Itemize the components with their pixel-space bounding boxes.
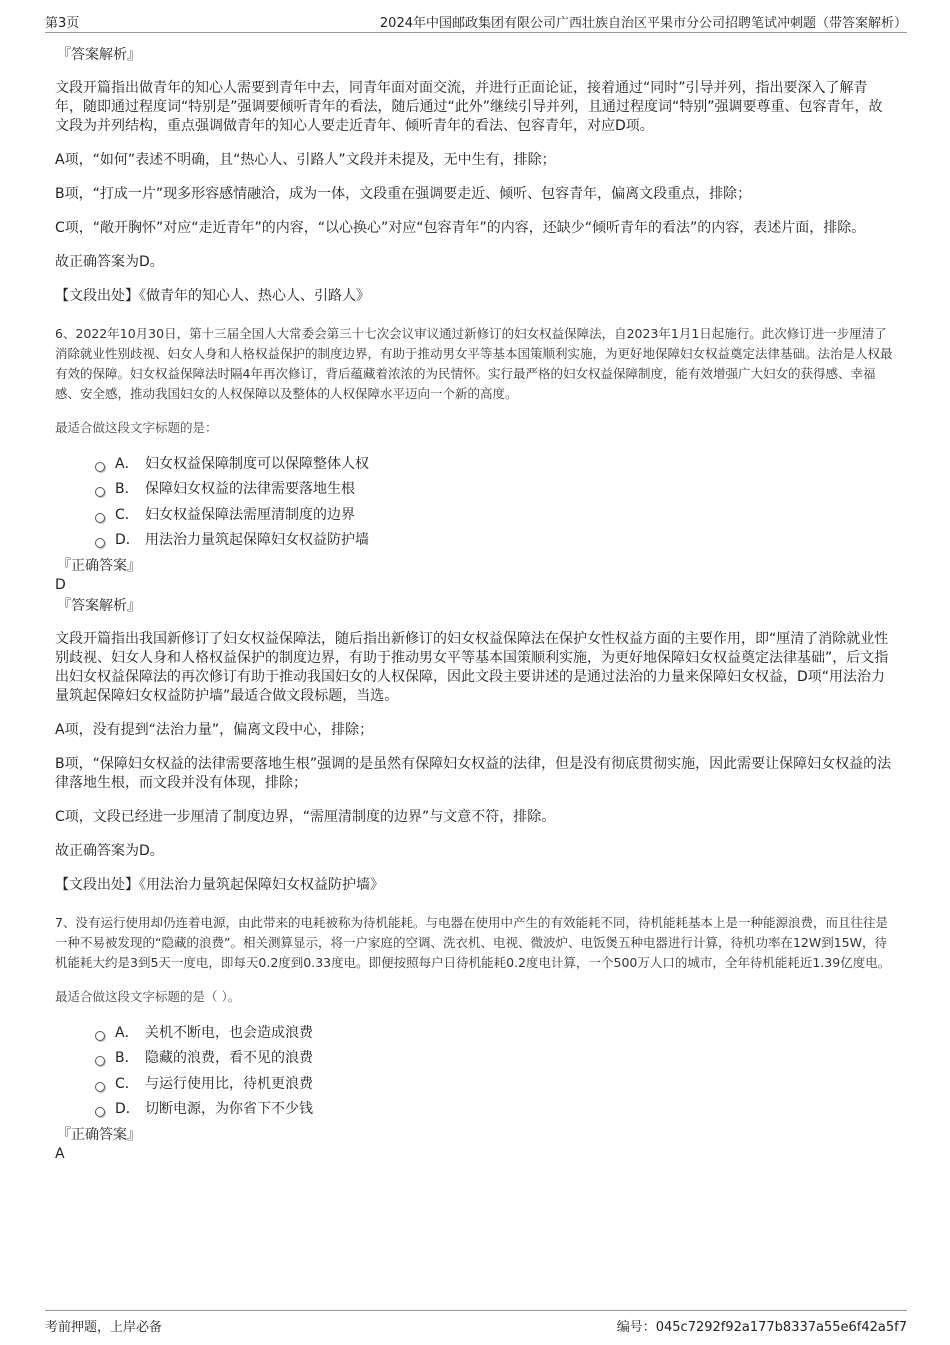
option-text: 关机不断电，也会造成浪费 (145, 1024, 313, 1041)
option-letter: B． (115, 1050, 139, 1067)
footer-slogan: 考前押题，上岸必备 (45, 1320, 163, 1335)
option-c[interactable] (95, 502, 895, 528)
option-b-analysis: B项，“保障妇女权益的法律需要落地生根”强调的是虽然有保障妇女权益的法律，但是没有彻底贯彻实施，因此需要让保障妇女权益的法律落地生根，而文段并没有体现，排除； (55, 756, 892, 791)
option-text: 切断电源，为你省下不少钱 (145, 1101, 313, 1118)
radio-icon[interactable] (95, 462, 105, 472)
option-a[interactable] (95, 1020, 895, 1046)
option-letter: A． (115, 1024, 139, 1041)
conclusion: 故正确答案为D。 (55, 843, 164, 859)
radio-icon[interactable] (95, 487, 105, 497)
option-c[interactable] (95, 1071, 895, 1097)
option-text: 妇女权益保障制度可以保障整体人权 (145, 455, 369, 472)
option-b[interactable] (95, 477, 895, 503)
question-6-prompt: 最适合做这段文字标题的是： (55, 420, 218, 435)
source-citation: 【文段出处】《做青年的知心人、热心人、引路人》 (55, 288, 370, 304)
option-text: 用法治力量筑起保障妇女权益防护墙 (145, 532, 369, 549)
question-7-options (55, 1020, 895, 1122)
correct-answer: D (55, 577, 66, 593)
radio-icon[interactable] (95, 513, 105, 523)
option-c-analysis: C项，文段已经进一步厘清了制度边界，“需厘清制度的边界”与文意不符，排除。 (55, 809, 556, 825)
document-body (55, 46, 895, 1166)
option-a-analysis: A项，没有提到“法治力量”，偏离文段中心，排除； (55, 722, 374, 738)
option-a-analysis: A项，“如何”表述不明确，且“热心人、引路人”文段并未提及，无中生有，排除； (55, 152, 556, 168)
radio-icon[interactable] (95, 1082, 105, 1092)
source-citation: 【文段出处】《用法治力量筑起保障妇女权益防护墙》 (55, 877, 384, 893)
question-6-options (55, 451, 895, 553)
analysis-text: 文段开篇指出做青年的知心人需要到青年中去，同青年面对面交流，并进行正面论证，接着通过“同时”引导并列，指出要深入了解青年，随即通过程度词“特别是”强调要倾听青年的看法，随后通过“此外”继续引导并列，且通过程度词“特别”强调要尊重、包容青年，故文段为并列结构，重点强调做青年的知心人要走近青年、倾听青年的看法、包容青年，对应D项。 (55, 80, 883, 134)
question-7-text: 7、没有运行使用却仍连着电源，由此带来的电耗被称为待机能耗。与电器在使用中产生的有效能耗不同，待机能耗基本上是一种能源浪费，而且往往是一种不易被发现的“隐藏的浪费”。相关测算显示，将一户家庭的空调、洗衣机、电视、微波炉、电饭煲五种电器进行计算，待机功率在12W到15W，待机能耗大约是3到5天一度电，即每天0.2度到0.33度电。即便按照每户日待机能耗0.2度电计算，一个500万人口的城市，全年待机能耗近1.39亿度电。 (55, 915, 891, 970)
option-text: 保障妇女权益的法律需要落地生根 (145, 481, 355, 498)
option-letter: A． (115, 455, 139, 472)
correct-answer: A (55, 1146, 65, 1162)
option-d[interactable] (95, 528, 895, 554)
conclusion: 故正确答案为D。 (55, 254, 164, 270)
option-letter: D． (115, 1101, 140, 1118)
option-letter: B． (115, 481, 139, 498)
option-text: 与运行使用比，待机更浪费 (145, 1075, 313, 1092)
radio-icon[interactable] (95, 1056, 105, 1066)
option-letter: C． (115, 506, 139, 523)
radio-icon[interactable] (95, 1107, 105, 1117)
option-b[interactable] (95, 1046, 895, 1072)
page-header (45, 10, 907, 33)
document-title: 2024年中国邮政集团有限公司广西壮族自治区平果市分公司招聘笔试冲刺题（带答案解析） (379, 16, 907, 31)
correct-answer-label: 『正确答案』 (57, 1127, 141, 1143)
page-number: 第3页 (45, 16, 80, 31)
analysis-label: 『答案解析』 (57, 47, 141, 63)
radio-icon[interactable] (95, 538, 105, 548)
page-footer (45, 1310, 907, 1335)
analysis-label: 『答案解析』 (57, 598, 141, 614)
option-b-analysis: B项，“打成一片”现多形容感情融洽，成为一体，文段重在强调要走近、倾听、包容青年，偏离文段重点，排除； (55, 186, 752, 202)
option-a[interactable] (95, 451, 895, 477)
option-c-analysis: C项，“敞开胸怀”对应“走近青年”的内容，“以心换心”对应“包容青年”的内容，还缺少“倾听青年的看法”的内容，表述片面，排除。 (55, 220, 866, 236)
radio-icon[interactable] (95, 1031, 105, 1041)
correct-answer-label: 『正确答案』 (57, 558, 141, 574)
option-letter: D． (115, 532, 140, 549)
question-6-text: 6、2022年10月30日，第十三届全国人大常委会第三十七次会议审议通过新修订的妇女权益保障法，自2023年1月1日起施行。此次修订进一步厘清了消除就业性别歧视、妇女人身和人格权益保护的制度边界，有助于推动男女平等基本国策顺利实施，为更好地保障妇女权益奠定法律基础。法治是人权最有效的保障。妇女权益保障法时隔4年再次修订，背后蕴藏着浓浓的为民情怀。实行最严格的妇女权益保障制度，能有效增强广大妇女的获得感、幸福感、安全感，推动我国妇女的人权保障以及整体的人权保障水平迈向一个新的高度。 (55, 326, 893, 401)
option-text: 妇女权益保障法需厘清制度的边界 (145, 506, 355, 523)
option-letter: C． (115, 1075, 139, 1092)
document-id: 编号：045c7292f92a177b8337a55e6f42a5f7 (616, 1320, 907, 1335)
analysis-text: 文段开篇指出我国新修订了妇女权益保障法，随后指出新修订的妇女权益保障法在保护女性权益方面的主要作用，即“厘清了消除就业性别歧视、妇女人身和人格权益保护的制度边界，有助于推动男女平等基本国策顺利实施，为更好地保障妇女权益奠定法律基础”，后文指出妇女权益保障法的再次修订有助于推动我国妇女的人权保障，因此文段主要讲述的是通过法治的力量来保障妇女权益，D项“用法治力量筑起保障妇女权益防护墙”最适合做文段标题，当选。 (55, 631, 889, 704)
question-7-prompt: 最适合做这段文字标题的是（ ）。 (55, 989, 241, 1004)
option-d[interactable] (95, 1097, 895, 1123)
option-text: 隐藏的浪费，看不见的浪费 (145, 1050, 313, 1067)
